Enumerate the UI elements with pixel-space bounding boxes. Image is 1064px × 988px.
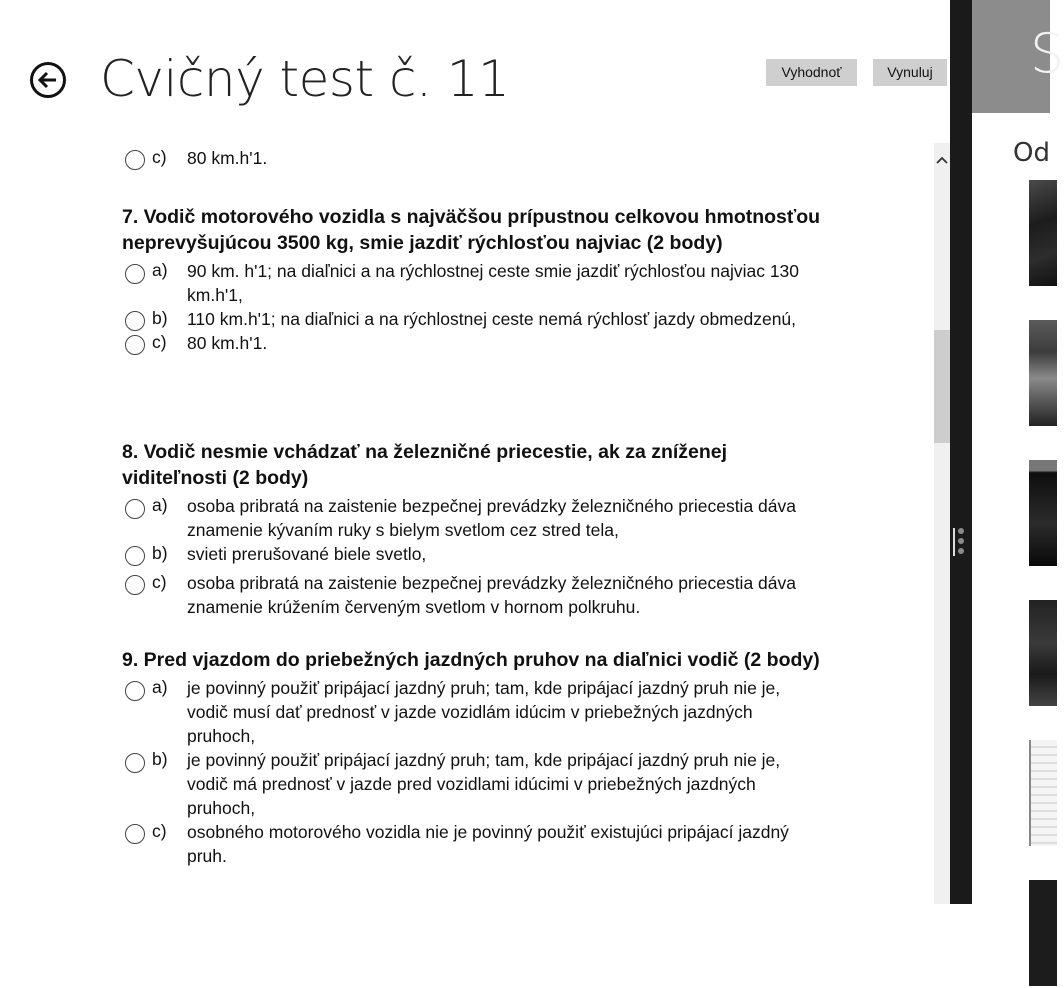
option-letter: b) <box>152 308 168 328</box>
snapped-app-pane[interactable] <box>972 0 1064 904</box>
option-letter: c) <box>152 821 167 841</box>
option-text: svieti prerušované biele svetlo, <box>187 544 427 564</box>
thumbnail-tile[interactable] <box>1027 738 1057 848</box>
radio-button[interactable] <box>125 575 145 595</box>
option-letter: b) <box>152 543 168 563</box>
option-letter: a) <box>152 260 168 280</box>
option-row <box>122 676 822 748</box>
option-letter: a) <box>152 677 168 697</box>
thumbnail-tile[interactable] <box>1027 878 1057 988</box>
thumbnail-tile[interactable] <box>1027 178 1057 288</box>
option-text: je povinný použiť pripájací jazdný pruh; tam, kde pripájací jazdný pruh nie je, vodič musí dať prednosť v jazde vozidlám idúcim v priebežných jazdných pruhoch, <box>187 678 781 746</box>
radio-button[interactable] <box>125 681 145 701</box>
radio-button[interactable] <box>125 150 145 170</box>
page-title: Cvičný test č. 11 <box>100 50 510 108</box>
snap-divider[interactable] <box>950 0 972 904</box>
radio-button[interactable] <box>125 499 145 519</box>
thumbnail-tile[interactable] <box>1027 458 1057 568</box>
option-row <box>122 146 822 170</box>
option-row <box>122 542 822 566</box>
reset-button[interactable]: Vynuluj <box>873 59 947 86</box>
snap-header-text: S <box>1030 22 1064 85</box>
option-row <box>122 331 822 355</box>
scroll-thumb[interactable] <box>934 330 950 443</box>
option-letter: c) <box>152 147 167 167</box>
option-text: osoba pribratá na zaistenie bezpečnej prevádzky železničného priecestia dáva znamenie krúžením červeným svetlom v hornom polkruhu. <box>187 573 796 617</box>
question-9 <box>122 647 822 868</box>
thumbnail-tile[interactable] <box>1027 598 1057 708</box>
option-text: osoba pribratá na zaistenie bezpečnej prevádzky železničného priecestia dáva znamenie kývaním ruky s bielym svetlom cez stred tela, <box>187 496 796 540</box>
question-8 <box>122 439 822 619</box>
option-letter: c) <box>152 332 167 352</box>
thumbnail-tile[interactable] <box>1027 318 1057 428</box>
question-text: 7. Vodič motorového vozidla s najväčšou prípustnou celkovou hmotnosťou neprevyšujúcou 3500 kg, smie jazdiť rýchlosťou najviac (2 body) <box>122 206 821 254</box>
previous-question-tail <box>122 146 822 170</box>
option-row <box>122 571 822 619</box>
option-text: je povinný použiť pripájací jazdný pruh; tam, kde pripájací jazdný pruh nie je, vodič má prednosť v jazde pred vozidlami idúcimi v priebežných jazdných pruhoch, <box>187 750 781 818</box>
question-text: 9. Pred vjazdom do priebežných jazdných pruhov na diaľnici vodič (2 body) <box>122 649 820 671</box>
snap-divider-line <box>953 528 955 556</box>
option-row <box>122 259 822 307</box>
option-row <box>122 307 822 331</box>
back-button[interactable] <box>30 62 66 98</box>
option-text: 90 km. h'1; na diaľnici a na rýchlostnej ceste smie jazdiť rýchlosťou najviac 130 km.h'1, <box>187 261 800 305</box>
back-arrow-icon <box>37 69 59 91</box>
option-letter: a) <box>152 495 168 515</box>
scroll-up-chevron-icon[interactable] <box>934 153 950 169</box>
option-row <box>122 494 822 542</box>
question-text: 8. Vodič nesmie vchádzať na železničné priecestie, ak za zníženej viditeľnosti (2 body) <box>122 441 728 489</box>
snap-subtitle: Od <box>1013 138 1050 168</box>
quiz-scroll-area[interactable] <box>0 140 935 904</box>
option-row <box>122 748 822 820</box>
question-7 <box>122 204 822 355</box>
radio-button[interactable] <box>125 335 145 355</box>
radio-button[interactable] <box>125 753 145 773</box>
option-letter: c) <box>152 572 167 592</box>
radio-button[interactable] <box>125 546 145 566</box>
radio-button[interactable] <box>125 264 145 284</box>
option-row <box>122 820 822 868</box>
vertical-scrollbar[interactable] <box>934 143 950 904</box>
snap-header <box>972 0 1064 113</box>
radio-button[interactable] <box>125 824 145 844</box>
option-text: osobného motorového vozidla nie je povinný použiť existujúci pripájací jazdný pruh. <box>187 822 789 866</box>
evaluate-button[interactable]: Vyhodnoť <box>766 59 857 86</box>
option-text: 80 km.h'1. <box>187 333 268 353</box>
option-letter: b) <box>152 749 168 769</box>
radio-button[interactable] <box>125 311 145 331</box>
option-text: 110 km.h'1; na diaľnici a na rýchlostnej ceste nemá rýchlosť jazdy obmedzenú, <box>187 309 797 329</box>
snap-grip-icon[interactable] <box>957 528 965 558</box>
option-text: 80 km.h'1. <box>187 148 268 168</box>
